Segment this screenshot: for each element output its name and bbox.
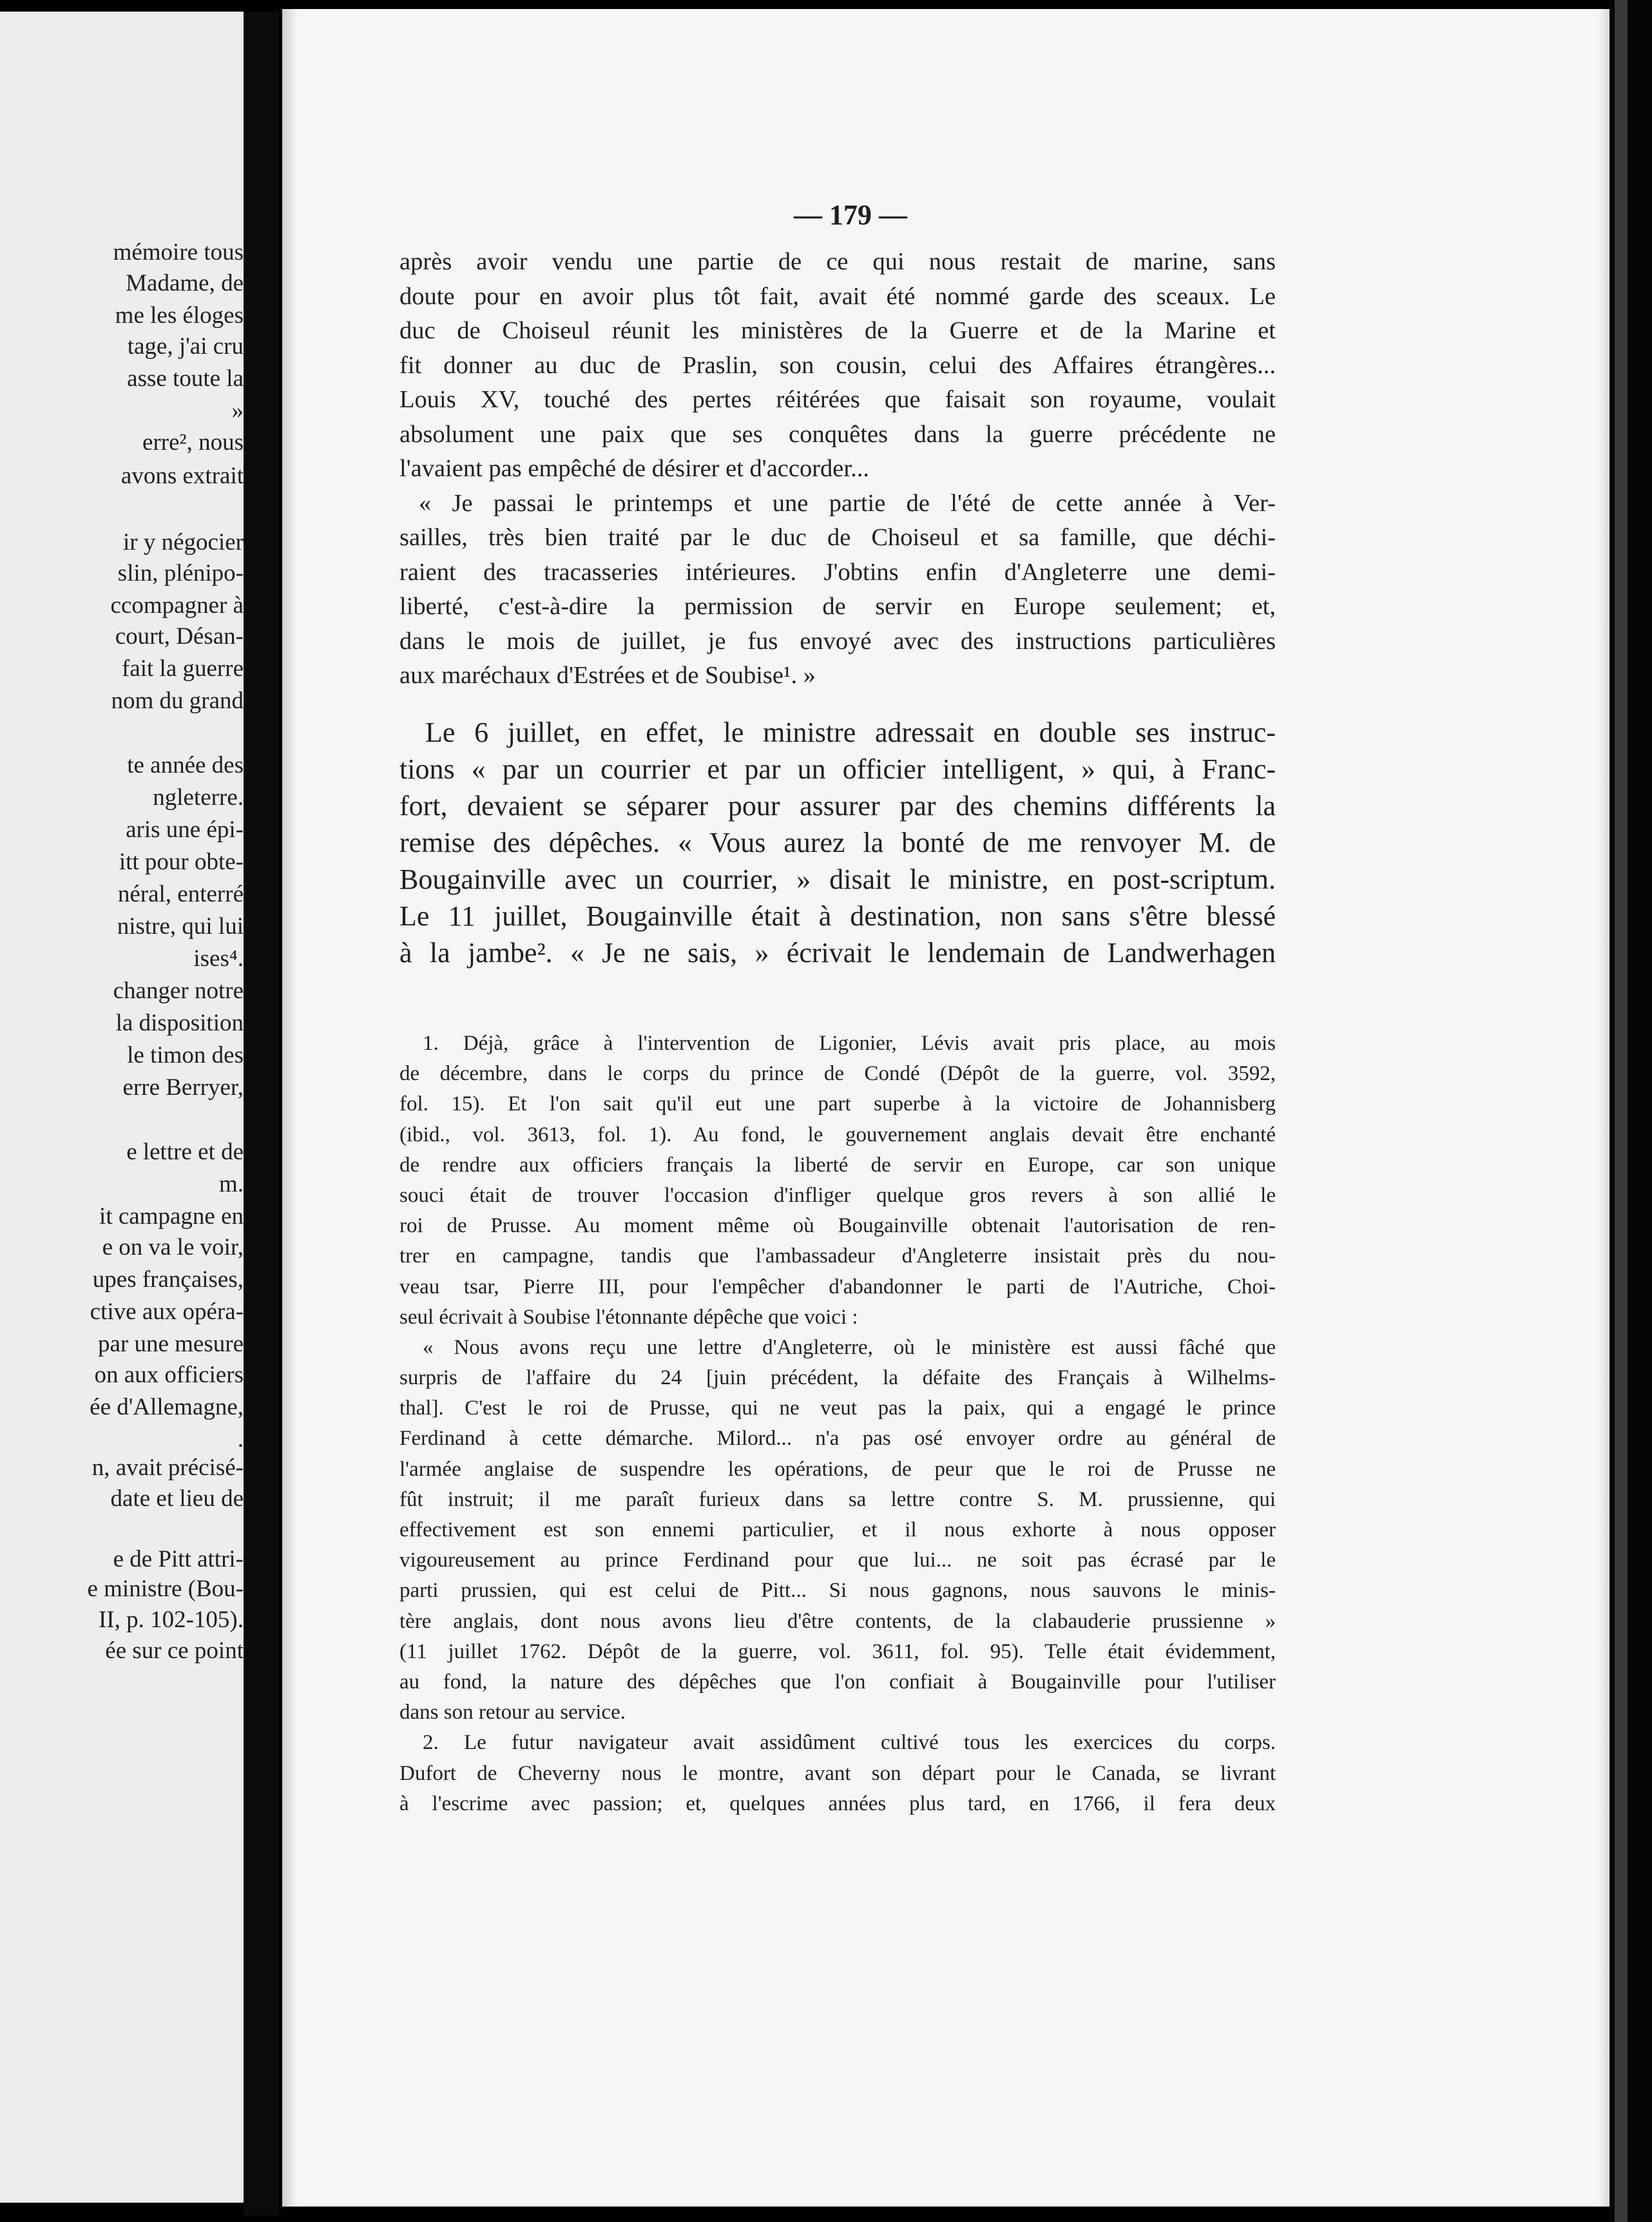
left-page-line: on aux officiers: [94, 1362, 244, 1388]
left-page-line: ctive aux opéra-: [90, 1299, 244, 1325]
footnote-line: roi de Prusse. Au moment même où Bougainville obtenait l'autorisation de ren-: [399, 1214, 1276, 1238]
left-page-line: le timon des: [127, 1042, 244, 1068]
left-page-line: e de Pitt attri-: [113, 1546, 244, 1572]
left-page-line: m.: [218, 1171, 244, 1197]
left-page-line: ngleterre.: [153, 784, 244, 811]
footnote-line: l'armée anglaise de suspendre les opérations, de peur que le roi de Prusse ne: [399, 1457, 1276, 1481]
left-page-line: ccompagner à: [110, 592, 244, 619]
footnote-line: tère anglais, dont nous avons lieu d'être contents, de la clabauderie prussienne »: [399, 1609, 1276, 1633]
left-page-line: te année des: [127, 752, 244, 778]
left-page-line: II, p. 102-105).: [98, 1607, 244, 1633]
footnote-line: Dufort de Cheverny nous le montre, avant son départ pour le Canada, se livrant: [399, 1761, 1276, 1785]
footnote-line: fût instruit; il me paraît furieux dans sa lettre contre S. M. prussienne, qui: [399, 1487, 1276, 1511]
footnote-line: 2. Le futur navigateur avait assidûment cultivé tous les exercices du corps.: [423, 1731, 1276, 1755]
body-line: fort, devaient se séparer pour assurer par des chemins différents la: [399, 790, 1276, 822]
footnote-line: au fond, la nature des dépêches que l'on confiait à Bougainville pour l'utiliser: [399, 1670, 1276, 1694]
quote-line: dans le mois de juillet, je fus envoyé avec des instructions particulières: [399, 627, 1276, 655]
left-page-line: néral, enterré: [117, 881, 244, 907]
body-paragraph: [399, 714, 1276, 971]
scan-border-highlight: [1615, 0, 1628, 2222]
left-page-line: fait la guerre: [122, 655, 244, 682]
body-line: à la jambe². « Je ne sais, » écrivait le lendemain de Landwerhagen: [399, 937, 1276, 969]
quotation-block: [399, 245, 1276, 693]
quote-line: doute pour en avoir plus tôt fait, avait été nommé garde des sceaux. Le: [399, 282, 1276, 310]
quote-line: « Je passai le printemps et une partie de l'été de cette année à Ver-: [419, 489, 1276, 517]
left-page-line: n, avait précisé-: [91, 1454, 244, 1481]
footnote-line: (11 juillet 1762. Dépôt de la guerre, vol. 3611, fol. 95). Telle était évidemment,: [399, 1639, 1276, 1663]
left-page-line: par une mesure: [97, 1331, 244, 1357]
quote-line: l'avaient pas empêché de désirer et d'accorder...: [399, 455, 869, 482]
left-page-line: asse toute la: [127, 365, 244, 392]
quote-line: duc de Choiseul réunit les ministères de la Guerre et de la Marine et: [399, 317, 1276, 344]
left-page: [0, 12, 244, 2203]
left-page-line: [0, 719, 244, 751]
footnote-line: seul écrivait à Soubise l'étonnante dépêche que voici :: [399, 1305, 858, 1329]
left-page-line: slin, plénipo-: [117, 560, 244, 586]
footnote-line: fol. 15). Et l'on sait qu'il eut une part superbe à la victoire de Johannisberg: [399, 1092, 1276, 1116]
quote-line: aux maréchaux d'Estrées et de Soubise¹. »: [399, 662, 816, 689]
footnote-line: parti prussien, qui est celui de Pitt... Si nous gagnons, nous sauvons le minis-: [399, 1579, 1276, 1603]
body-line: remise des dépêches. « Vous aurez la bonté de me renvoyer M. de: [399, 827, 1276, 858]
left-page-line: ée sur ce point: [105, 1638, 244, 1664]
footnote-line: 1. Déjà, grâce à l'intervention de Ligonier, Lévis avait pris place, au mois: [423, 1032, 1276, 1055]
footnote-line: de rendre aux officiers français la liberté de servir en Europe, car son unique: [399, 1153, 1276, 1177]
quote-line: absolument une paix que ses conquêtes dans la guerre précédente ne: [399, 420, 1276, 448]
body-line: Bougainville avec un courrier, » disait le ministre, en post-scriptum.: [399, 864, 1276, 895]
left-page-line: mémoire tous: [113, 239, 244, 266]
page-number: — 179 —: [794, 199, 907, 231]
left-page-line: erre Berryer,: [122, 1074, 244, 1101]
page-shadow: [282, 9, 298, 2207]
footnote-line: trer en campagne, tandis que l'ambassadeur d'Angleterre insistait près du nou-: [399, 1244, 1276, 1268]
left-page-line: me les éloges: [115, 302, 244, 329]
left-page-line: e on va le voir,: [102, 1234, 244, 1261]
left-page-line: .: [237, 1426, 244, 1453]
left-page-line: Madame, de: [126, 270, 244, 296]
footnote-line: veau tsar, Pierre III, pour l'empêcher d'abandonner le parti de l'Autriche, Choi-: [399, 1275, 1276, 1299]
left-page-line: upes françaises,: [92, 1266, 244, 1293]
left-page-line: date et lieu de: [110, 1485, 244, 1512]
footnote-line: « Nous avons reçu une lettre d'Angleterre, où le ministère est aussi fâché que: [423, 1335, 1276, 1359]
left-page-line: it campagne en: [99, 1203, 244, 1230]
footnote-line: effectivement est son ennemi particulier, et il nous exhorte à nous opposer: [399, 1518, 1276, 1541]
body-line: tions « par un courrier et par un officier intelligent, » qui, à Franc-: [399, 753, 1276, 785]
quote-line: raient des tracasseries intérieures. J'obtins enfin d'Angleterre une demi-: [399, 558, 1276, 586]
footnote-line: thal]. C'est le roi de Prusse, qui ne veut pas la paix, qui a engagé le prince: [399, 1396, 1276, 1420]
left-page-line: erre², nous: [142, 429, 244, 456]
footnote-line: souci était de trouver l'occasion d'infliger quelque gros revers à son allié le: [399, 1183, 1276, 1207]
body-line: Le 11 juillet, Bougainville était à destination, non sans s'être blessé: [399, 900, 1276, 932]
left-page-line: tage, j'ai cru: [127, 333, 244, 360]
quote-line: fit donner au duc de Praslin, son cousin, celui des Affaires étrangères...: [399, 351, 1276, 379]
body-line: Le 6 juillet, en effet, le ministre adressait en double ses instruc-: [425, 717, 1276, 748]
page-gutter: [244, 12, 279, 2216]
left-page-line: la disposition: [115, 1010, 244, 1036]
footnote-line: (ibid., vol. 3613, fol. 1). Au fond, le gouvernement anglais devait être enchanté: [399, 1123, 1276, 1146]
left-page-line: avons extrait: [120, 463, 244, 489]
footnote-line: de décembre, dans le corps du prince de Condé (Dépôt de la guerre, vol. 3592,: [399, 1062, 1276, 1086]
footnote-line: Ferdinand à cette démarche. Milord... n'a pas osé envoyer ordre au général de: [399, 1427, 1276, 1451]
footnote-line: à l'escrime avec passion; et, quelques années plus tard, en 1766, il fera deux: [399, 1792, 1276, 1815]
footnote-line: dans son retour au service.: [399, 1701, 626, 1724]
left-page-line: aris une épi-: [126, 816, 244, 843]
footnote-line: surpris de l'affaire du 24 [juin précédent, la défaite des Français à Wilhelms-: [399, 1366, 1276, 1390]
left-page-line: ises⁴.: [193, 945, 244, 972]
quote-line: Louis XV, touché des pertes réitérées que faisait son royaume, voulait: [399, 386, 1276, 413]
left-page-line: [0, 1106, 244, 1138]
quote-line: sailles, très bien traité par le duc de Choiseul et sa famille, que déchi-: [399, 524, 1276, 551]
left-page-line: e lettre et de: [126, 1139, 244, 1165]
left-page-line: [0, 1516, 244, 1548]
left-page-line: itt pour obte-: [119, 849, 244, 875]
left-page-line: changer notre: [113, 978, 244, 1004]
footnotes: [399, 1029, 1276, 1819]
page-edge: [1598, 9, 1609, 2207]
left-page-line: [0, 496, 244, 528]
left-page-line: nom du grand: [111, 688, 244, 714]
footnote-line: vigoureusement au prince Ferdinand pour que lui... ne soit pas écrasé par le: [399, 1549, 1276, 1572]
quote-line: après avoir vendu une partie de ce qui nous restait de marine, sans: [399, 248, 1276, 275]
left-page-line: ir y négocier: [123, 529, 244, 556]
left-page-line: nistre, qui lui: [117, 913, 244, 940]
left-page-line: »: [231, 398, 244, 424]
left-page-line: court, Désan-: [115, 623, 244, 650]
left-page-line: e ministre (Bou-: [87, 1576, 244, 1602]
quote-line: liberté, c'est-à-dire la permission de servir en Europe seulement; et,: [399, 593, 1276, 620]
left-page-line: ée d'Allemagne,: [90, 1394, 244, 1420]
